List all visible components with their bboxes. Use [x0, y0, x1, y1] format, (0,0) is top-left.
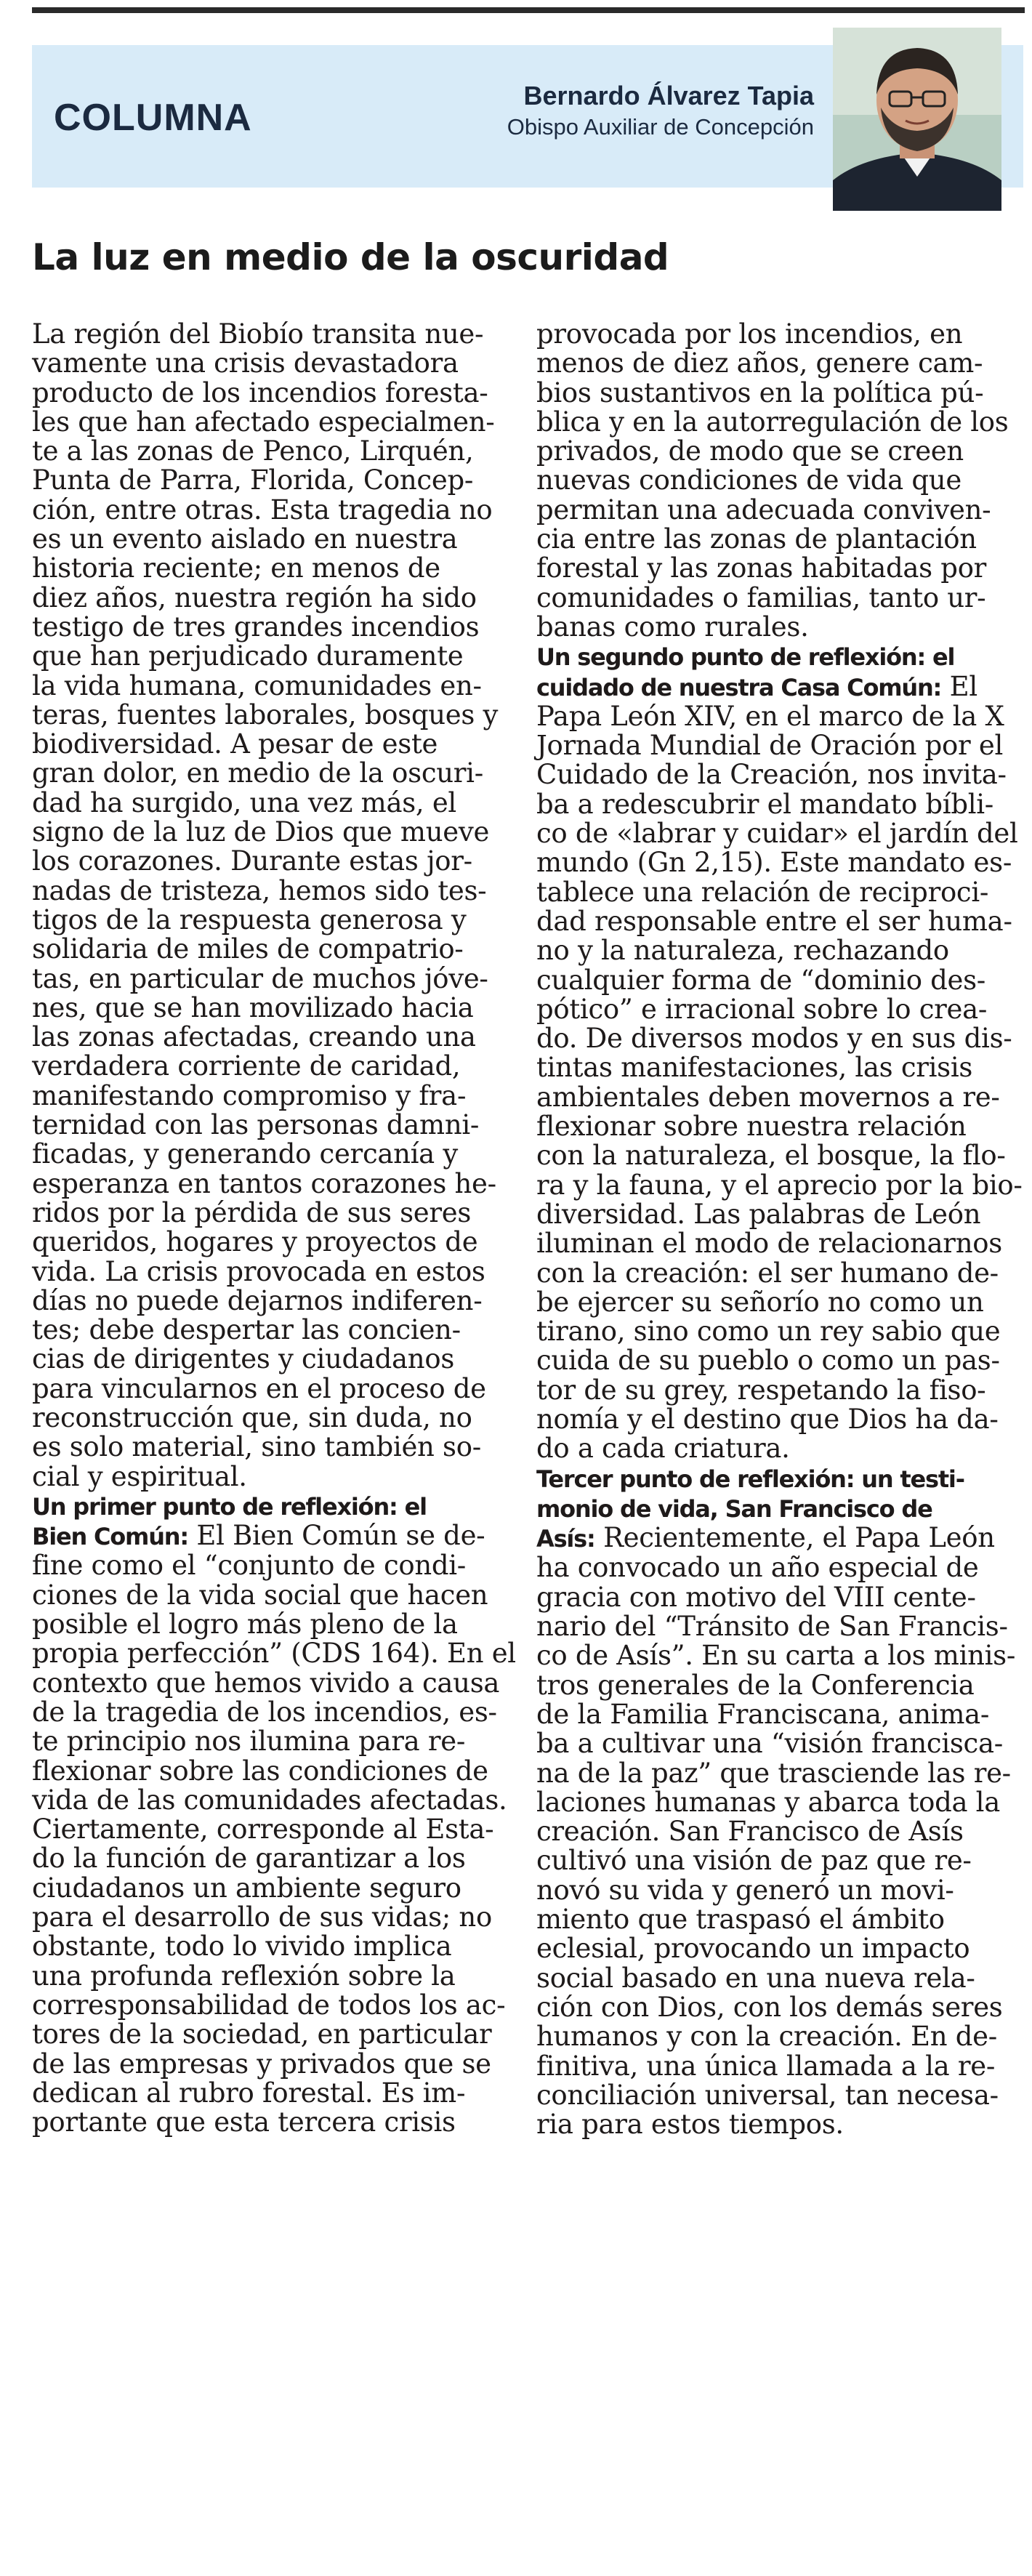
text-line	[32, 730, 483, 759]
text-line	[536, 2110, 987, 2139]
text-line	[32, 1401, 483, 1433]
text-line	[536, 788, 993, 820]
body-text: flexionar sobre las condiciones de	[32, 1755, 488, 1787]
body-text: El	[941, 670, 977, 702]
body-text: gracia con motivo del VIII cente-	[536, 1581, 976, 1613]
subheading-text: Asís:	[536, 1525, 595, 1553]
text-line	[32, 1345, 483, 1374]
text-line	[536, 1698, 990, 1730]
text-line	[536, 1846, 987, 1875]
text-line	[32, 1755, 488, 1787]
subheading-text: Bien Común:	[32, 1523, 188, 1551]
body-text: queridos, hogares y proyectos de	[32, 1226, 478, 1258]
text-line	[32, 1784, 507, 1816]
body-text: manifestando compromiso y fra-	[32, 1079, 467, 1111]
author-byline	[507, 80, 814, 142]
body-text: mundo (Gn 2,15). Este mandato es-	[536, 847, 1012, 879]
text-line	[32, 1727, 483, 1756]
body-text: las zonas afectadas, creando una	[32, 1021, 476, 1053]
text-line	[536, 1434, 987, 1463]
text-line	[536, 581, 987, 613]
body-text: verdadera corriente de caridad,	[32, 1050, 461, 1082]
text-line	[32, 786, 483, 818]
body-text: creación. San Francisco de Asís	[536, 1816, 964, 1848]
text-line	[32, 1814, 494, 1846]
body-text: Recientemente, el Papa León	[594, 1522, 995, 1554]
article-headline: La luz en medio de la oscuridad	[32, 236, 669, 278]
body-text: ambientales deben movernos a re-	[536, 1081, 1000, 1113]
body-text: tor de su grey, respetando la fiso-	[536, 1374, 986, 1406]
text-line	[536, 349, 987, 378]
body-text: testigo de tres grandes incendios	[32, 611, 480, 643]
text-line	[536, 1671, 987, 1700]
text-line	[32, 759, 483, 788]
body-text: tores de la sociedad, en particular	[32, 2018, 492, 2050]
body-text: ha convocado un año especial de	[536, 1552, 979, 1584]
text-line	[32, 642, 483, 671]
text-line	[32, 1140, 483, 1169]
body-text: de la Familia Franciscana, anima-	[536, 1698, 990, 1730]
text-line	[32, 437, 483, 466]
text-line	[536, 406, 1009, 438]
text-line	[536, 1257, 999, 1289]
text-line	[32, 1052, 483, 1081]
body-text: ficadas, y generando cercanía y	[32, 1138, 459, 1170]
body-text: finitiva, una única llamada a la re-	[536, 2050, 996, 2082]
text-line	[536, 2050, 996, 2082]
body-text: cuida de su pueblo o como un pas-	[536, 1345, 1000, 1377]
text-line	[32, 1874, 483, 1903]
body-text: tirano, sino como un rey sabio que	[536, 1316, 1001, 1348]
body-text: es un evento aislado en nuestra	[32, 523, 458, 555]
text-line	[32, 1667, 500, 1699]
body-text: permitan una adecuada conviven-	[536, 494, 991, 526]
text-line	[32, 1372, 486, 1404]
text-line	[32, 554, 483, 583]
text-line	[536, 1553, 987, 1582]
text-line	[536, 1583, 987, 1612]
text-line	[536, 494, 991, 526]
text-line	[32, 903, 483, 935]
text-line	[32, 1989, 506, 2021]
text-line	[536, 466, 987, 495]
body-text: ciones de la vida social que hacen	[32, 1579, 488, 1611]
text-line	[536, 613, 987, 642]
body-text: tigos de la respuesta generosa y	[32, 903, 467, 935]
text-line	[536, 847, 1012, 879]
text-line	[536, 379, 987, 408]
text-line	[536, 642, 987, 672]
subheading-text: monio de vida, San Francisco de	[536, 1494, 932, 1523]
body-text: ción con Dios, con los demás seres	[536, 1991, 1003, 2023]
text-line	[32, 525, 483, 554]
body-text: fine como el “conjunto de condi-	[32, 1550, 466, 1582]
subheading-text: Un primer punto de reflexión: el	[32, 1492, 427, 1521]
text-line	[536, 936, 987, 965]
body-text: signo de la luz de Dios que mueve	[32, 816, 490, 848]
text-line	[536, 2021, 997, 2053]
text-line	[32, 1316, 483, 1345]
text-line	[536, 995, 987, 1024]
body-text: de las empresas y privados que se	[32, 2048, 491, 2080]
body-text: nes, que se han movilizado hacia	[32, 991, 474, 1023]
body-text: nomía y el destino que Dios ha da-	[536, 1403, 999, 1435]
text-line	[536, 1905, 987, 1934]
body-text: propia perfección” (CDS 164). En el	[32, 1638, 516, 1670]
text-line	[536, 1053, 987, 1082]
body-text: ternidad con las personas damni-	[32, 1109, 480, 1141]
body-text: ba a redescubrir el mandato bíbli-	[536, 788, 993, 820]
body-text: diez años, nuestra región ha sido	[32, 581, 477, 613]
body-text: te a las zonas de Penco, Lirquén,	[32, 435, 474, 467]
author-photo	[833, 28, 1001, 211]
body-text: cial y espiritual.	[32, 1460, 247, 1492]
text-line	[32, 2079, 483, 2108]
body-text: historia reciente; en menos de	[32, 552, 440, 584]
body-text: forestal y las zonas habitadas por	[536, 552, 987, 584]
text-line	[32, 1492, 483, 1521]
text-line	[536, 1640, 1016, 1672]
body-text: les que han afectado especialmen-	[32, 406, 495, 438]
body-text: diversidad. Las palabras de León	[536, 1198, 981, 1230]
body-text: iluminan el modo de relacionarnos	[536, 1228, 1002, 1260]
text-line	[536, 1876, 987, 1905]
text-line	[536, 1964, 987, 1993]
body-text: ciudadanos un ambiente seguro	[32, 1872, 461, 1904]
body-text: tintas manifestaciones, las crisis	[536, 1052, 973, 1084]
text-line	[32, 1696, 497, 1728]
text-line	[32, 2108, 483, 2137]
body-text: Cuidado de la Creación, nos invita-	[536, 759, 1007, 791]
text-line	[536, 2079, 999, 2111]
body-text: El Bien Común se de-	[188, 1520, 485, 1552]
text-line	[32, 2018, 492, 2050]
body-text: Ciertamente, corresponde al Esta-	[32, 1814, 494, 1846]
text-line	[536, 1228, 1002, 1260]
text-line	[32, 1521, 483, 1551]
body-text: eclesial, provocando un impacto	[536, 1933, 970, 1965]
body-text: tes; debe despertar las concien-	[32, 1314, 461, 1346]
text-line	[32, 349, 483, 378]
body-text: La región del Biobío transita nue-	[32, 318, 484, 350]
text-line	[32, 2048, 491, 2080]
body-text: Jornada Mundial de Oración por el	[536, 730, 1003, 762]
text-line	[536, 1376, 987, 1405]
body-text: co de «labrar y cuidar» el jardín del	[536, 818, 1018, 850]
body-text: con la naturaleza, el bosque, la flo-	[536, 1140, 1006, 1172]
body-text: una profunda reflexión sobre la	[32, 1960, 456, 1992]
text-line	[32, 1167, 496, 1199]
text-line	[536, 1464, 987, 1494]
text-line	[536, 672, 987, 702]
body-text: que han perjudicado duramente	[32, 640, 464, 672]
top-rule	[32, 7, 1025, 13]
body-text: para el desarrollo de sus vidas; no	[32, 1901, 492, 1933]
body-text: banas como rurales.	[536, 611, 809, 643]
text-line	[536, 1757, 1011, 1789]
text-line	[32, 1610, 483, 1639]
text-line	[536, 1817, 987, 1846]
body-text: Papa León XIV, en el marco de la X	[536, 700, 1004, 732]
body-text: con la creación: el ser humano de-	[536, 1257, 999, 1289]
text-line	[32, 1551, 483, 1580]
body-text: los corazones. Durante estas jor-	[32, 845, 472, 877]
body-text: ba a cultivar una “visión francisca-	[536, 1728, 1003, 1760]
text-line	[32, 816, 490, 848]
text-line	[32, 1257, 483, 1287]
text-line	[32, 1079, 483, 1111]
text-line	[32, 1932, 483, 1961]
body-text: na de la paz” que trasciende las re-	[536, 1757, 1011, 1789]
text-line	[32, 581, 483, 613]
body-text: ria para estos tiempos.	[536, 2109, 844, 2141]
body-text: dad responsable entre el ser huma-	[536, 905, 1012, 937]
body-text: contexto que hemos vivido a causa	[32, 1667, 500, 1699]
body-text: vida de las comunidades afectadas.	[32, 1784, 507, 1816]
section-label: COLUMNA	[54, 97, 252, 139]
body-text: teras, fuentes laborales, bosques y	[32, 699, 499, 730]
body-text: nario del “Tránsito de San Francis-	[536, 1611, 1008, 1643]
body-text: menos de diez años, genere cam-	[536, 347, 983, 379]
body-text: nadas de tristeza, hemos sido tes-	[32, 874, 487, 906]
body-text: social basado en una nueva rela-	[536, 1962, 975, 1994]
text-line	[536, 1345, 1000, 1377]
text-line	[536, 730, 1003, 762]
text-line	[536, 1991, 1003, 2023]
text-line	[536, 1140, 1006, 1172]
body-text: nuevas condiciones de vida que	[536, 464, 962, 496]
body-text: tablece una relación de reciproci-	[536, 876, 989, 908]
text-line	[32, 847, 483, 876]
body-text: laciones humanas y abarca toda la	[536, 1786, 1000, 1818]
text-line	[32, 1228, 483, 1257]
text-line	[536, 1200, 987, 1229]
body-text: tros generales de la Conferencia	[536, 1669, 975, 1701]
text-line	[536, 905, 1012, 937]
text-line	[32, 935, 483, 964]
text-line	[32, 1962, 483, 1991]
body-text: vamente una crisis devastadora	[32, 347, 459, 379]
body-text: de la tragedia de los incendios, es-	[32, 1696, 497, 1728]
body-text: cultivó una visión de paz que re-	[536, 1845, 972, 1877]
text-line	[32, 991, 483, 1023]
subheading-text: Un segundo punto de reflexión: el	[536, 643, 955, 672]
body-text: provocada por los incendios, en	[536, 318, 963, 350]
text-line	[32, 1462, 483, 1492]
body-text: ción, entre otras. Esta tragedia no	[32, 494, 493, 526]
body-text: obstante, todo lo vivido implica	[32, 1931, 452, 1963]
body-text: pótico” e irracional sobre lo crea-	[536, 993, 988, 1025]
body-text: portante que esta tercera crisis	[32, 2106, 456, 2138]
body-text: ra y la fauna, y el aprecio por la bio-	[536, 1169, 1023, 1201]
text-line	[536, 1728, 1003, 1760]
text-line	[32, 466, 483, 495]
text-line	[536, 878, 987, 907]
body-text: be ejercer su señorío no como un	[536, 1286, 984, 1318]
subheading-text: cuidado de nuestra Casa Común:	[536, 673, 942, 701]
text-line	[32, 1196, 483, 1228]
body-text: días no puede dejarnos indiferen-	[32, 1284, 483, 1316]
body-text: blica y en la autorregulación de los	[536, 406, 1009, 438]
body-text: gran dolor, en medio de la oscuri-	[32, 757, 483, 789]
body-text: do la función de garantizar a los	[32, 1843, 466, 1875]
text-line	[32, 1433, 483, 1462]
body-text: tas, en particular de muchos jóve-	[32, 962, 488, 994]
body-text: bios sustantivos en la política pú-	[536, 377, 984, 408]
body-text: conciliación universal, tan necesa-	[536, 2079, 999, 2111]
body-text: privados, de modo que se creen	[536, 435, 964, 467]
text-line	[536, 1494, 987, 1524]
text-line	[32, 613, 483, 642]
text-line	[536, 700, 1004, 732]
body-text: comunidades o familias, tanto ur-	[536, 581, 986, 613]
body-text: dedican al rubro forestal. Es im-	[32, 2077, 466, 2109]
body-text: solidaria de miles de compatrio-	[32, 933, 464, 965]
text-line	[32, 494, 493, 526]
body-text: miento que traspasó el ámbito	[536, 1904, 945, 1936]
body-text: flexionar sobre nuestra relación	[536, 1111, 967, 1143]
text-line	[32, 1284, 483, 1316]
text-line	[536, 1934, 987, 1963]
text-line	[536, 1288, 987, 1317]
text-line	[32, 406, 495, 438]
text-line	[32, 669, 483, 701]
body-text: do a cada criatura.	[536, 1433, 790, 1465]
text-line	[32, 1638, 516, 1670]
body-text: corresponsabilidad de todos los ac-	[32, 1989, 506, 2021]
body-text: esperanza en tantos corazones he-	[32, 1167, 496, 1199]
body-text: posible el logro más pleno de la	[32, 1609, 458, 1641]
text-line	[536, 320, 987, 349]
text-line	[32, 1901, 492, 1933]
text-line	[536, 437, 987, 466]
body-text: biodiversidad. A pesar de este	[32, 728, 438, 760]
body-text: ridos por la pérdida de sus seres	[32, 1196, 472, 1228]
text-line	[32, 874, 487, 906]
text-line	[536, 1169, 1023, 1201]
body-text: dad ha surgido, una vez más, el	[32, 786, 456, 818]
text-line	[32, 1111, 483, 1140]
text-line	[32, 699, 499, 730]
text-line	[536, 1403, 999, 1435]
text-line	[536, 1611, 1008, 1643]
body-text: es solo material, sino también so-	[32, 1431, 481, 1463]
body-text: novó su vida y generó un movi-	[536, 1874, 954, 1906]
body-text: cia entre las zonas de plantación	[536, 523, 977, 555]
author-role: Obispo Auxiliar de Concepción	[507, 114, 814, 140]
subheading-text: Tercer punto de reflexión: un testi-	[536, 1465, 964, 1493]
article-column-left	[32, 318, 516, 2138]
text-line	[536, 759, 1007, 791]
body-text: para vincularnos en el proceso de	[32, 1372, 486, 1404]
text-line	[32, 320, 483, 349]
text-line	[536, 1522, 995, 1554]
body-text: co de Asís”. En su carta a los minis-	[536, 1640, 1016, 1672]
body-text: cualquier forma de “dominio des-	[536, 964, 986, 996]
text-line	[536, 525, 987, 554]
text-line	[536, 966, 987, 995]
text-line	[32, 1579, 488, 1611]
text-line	[32, 377, 488, 408]
body-text: vida. La crisis provocada en estos	[32, 1255, 485, 1287]
text-line	[536, 1112, 987, 1141]
body-text: do. De diversos modos y en sus dis-	[536, 1023, 1012, 1055]
text-line	[32, 962, 488, 994]
text-line	[536, 554, 987, 583]
text-line	[32, 1023, 483, 1052]
body-text: producto de los incendios foresta-	[32, 377, 488, 408]
body-text: Punta de Parra, Florida, Concep-	[32, 464, 474, 496]
body-text: reconstrucción que, sin duda, no	[32, 1401, 472, 1433]
body-text: te principio nos ilumina para re-	[32, 1726, 466, 1758]
text-line	[536, 1786, 1000, 1818]
body-text: la vida humana, comunidades en-	[32, 669, 482, 701]
body-text: no y la naturaleza, rechazando	[536, 935, 949, 967]
text-line	[536, 1023, 1012, 1055]
text-line	[536, 1081, 1000, 1113]
author-name: Bernardo Álvarez Tapia	[523, 81, 814, 110]
body-text: cias de dirigentes y ciudadanos	[32, 1343, 455, 1375]
text-line	[536, 1316, 1001, 1348]
text-line	[536, 818, 1018, 850]
body-text: humanos y con la creación. En de-	[536, 2021, 997, 2053]
text-line	[32, 1844, 483, 1873]
article-column-right	[536, 318, 1023, 2141]
